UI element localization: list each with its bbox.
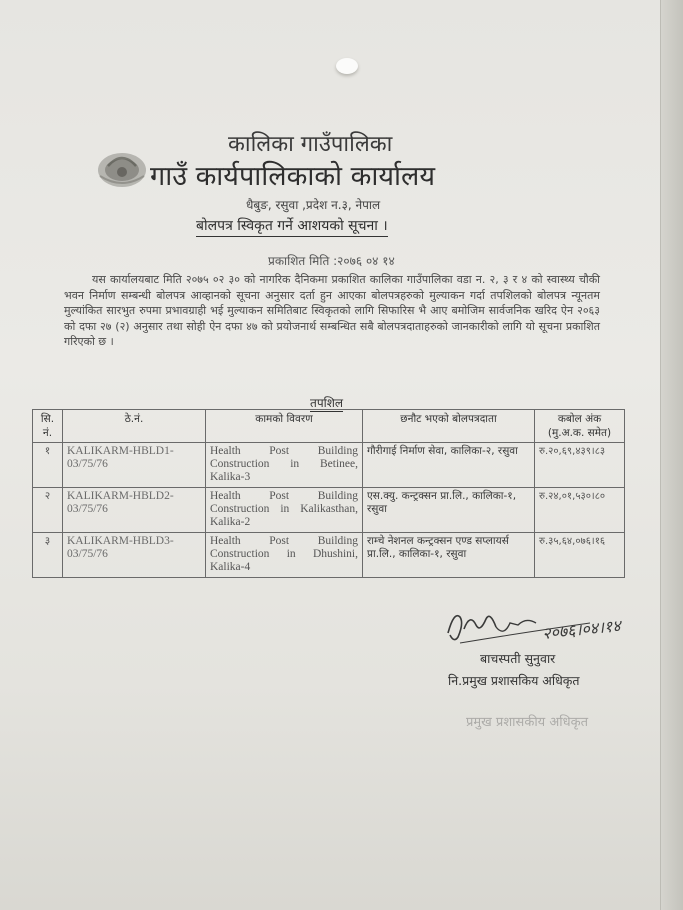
table-title: तपशिल (310, 396, 344, 410)
office-name: गाउँ कार्यपालिकाको कार्यालय (150, 161, 435, 192)
row-description: Health Post Building Construction in Betinee, Kalika-3 (206, 443, 363, 488)
notice-paragraph: यस कार्यालयबाट मिति २०७५ ०२ ३० को नागरिक दैनिकमा प्रकाशित कालिका गाउँपालिका वडा न. २, ३ र ४ को स्वास्थ्य चौकी भवन निर्माण सम्बन्धी बोलपत्र आव्हानको सूचना अनुसार दर्ता हुन आएका बोलपत्रहरुको मुल्याकन गर्दा तपशिलको बोलपत्र न्यूनतम मुल्यांकित सारभुत रुपमा प्रभावग्राही भई मुल्याकन समितिबाट स्विकृतको लागि सिफारिस भै आए बमोजिम सार्वजनिक खरिद ऐन २०६३ को दफा २७ (२) अनुसार तथा सोही ऐन दफा ४७ को प्रयोजनार्थ सम्बन्धित सबै बोलपत्रदाताहरुको जानकारीको लागि यो सूचना प्रकाशित गरिएको छ । (64, 273, 600, 349)
row-description: Health Post Building Construction in Kalikasthan, Kalika-2 (206, 488, 363, 533)
row-contract-id: KALIKARM-HBLD1-03/75/76 (63, 443, 206, 488)
signature-date: २०७६।०४।१४ (541, 617, 622, 644)
office-address: धैबुङ, रसुवा ,प्रदेश न.३, नेपाल (246, 198, 381, 212)
nepal-emblem-icon (94, 146, 150, 190)
header-contract-id: ठे.नं. (63, 410, 206, 443)
punch-hole (336, 58, 358, 74)
row-amount: रु.३५,६४,०७६।१६ (535, 533, 625, 578)
page-edge (660, 0, 683, 910)
row-sn: १ (33, 443, 63, 488)
signer-name: बाचस्पती सुनुवार (480, 651, 556, 666)
table-row (33, 533, 625, 578)
row-description: Health Post Building Construction in Dhushini, Kalika-4 (206, 533, 363, 578)
table-header-row (33, 410, 625, 443)
header-amount: कबोल अंक (मु.अ.क. समेत) (535, 410, 625, 443)
signer-designation: नि.प्रमुख प्रशासकिय अधिकृत (448, 673, 580, 688)
table-row (33, 443, 625, 488)
municipality-name: कालिका गाउँपालिका (228, 132, 393, 157)
row-bidder: एस.क्यु. कन्ट्रक्सन प्रा.लि., कालिका-१, रसुवा (363, 488, 535, 533)
row-amount: रु.२०,६९,४३९।८३ (535, 443, 625, 488)
notice-title: बोलपत्र स्विकृत गर्ने आशयको सूचना । (196, 216, 388, 237)
row-bidder: गौरीगाई निर्माण सेवा, कालिका-२, रसुवा (363, 443, 535, 488)
row-contract-id: KALIKARM-HBLD3-03/75/76 (63, 533, 206, 578)
row-amount: रु.२४,०१,५३०।८० (535, 488, 625, 533)
row-bidder: राम्चे नेशनल कन्ट्रक्सन एण्ड सप्लायर्स प्रा.लि., कालिका-१, रसुवा (363, 533, 535, 578)
header-bidder: छनौट भएको बोलपत्रदाता (363, 410, 535, 443)
header-sn: सि. नं. (33, 410, 63, 443)
bid-table (32, 409, 625, 578)
notice-body (64, 272, 600, 350)
header-description: कामको विवरण (206, 410, 363, 443)
row-contract-id: KALIKARM-HBLD2-03/75/76 (63, 488, 206, 533)
row-sn: २ (33, 488, 63, 533)
publish-date: प्रकाशित मिति :२०७६ ०४ १४ (268, 254, 395, 268)
row-sn: ३ (33, 533, 63, 578)
table-row (33, 488, 625, 533)
official-stamp: प्रमुख प्रशासकीय अधिकृत (466, 715, 589, 730)
